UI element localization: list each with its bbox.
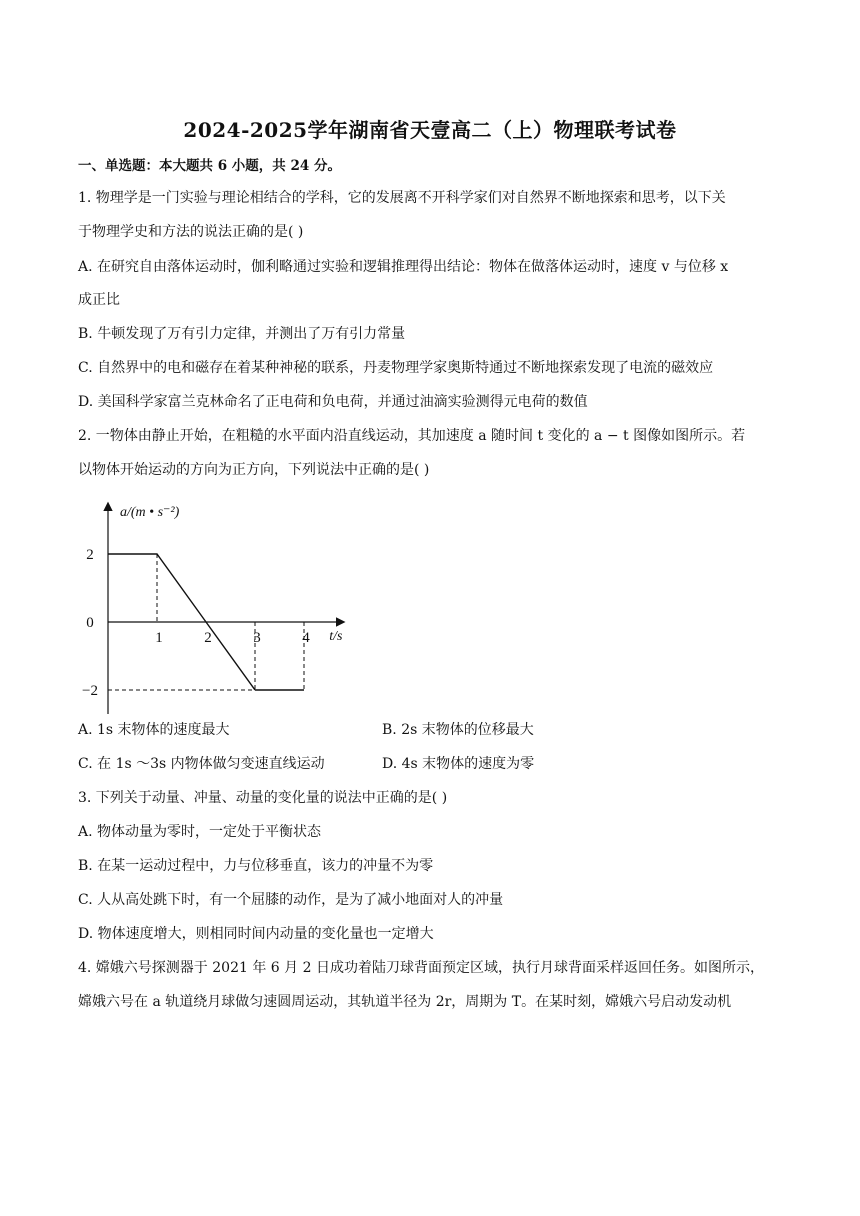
q1-option-d: D. 美国科学家富兰克林命名了正电荷和负电荷，并通过油滴实验测得元电荷的数值 <box>78 394 588 410</box>
q2-option-a: A. 1s 末物体的速度最大 <box>78 722 230 738</box>
y-tick-label: 0 <box>86 615 94 631</box>
q1-option-c: C. 自然界中的电和磁存在着某种神秘的联系，丹麦物理学家奥斯特通过不断地探索发现了电流的磁效应 <box>78 360 714 376</box>
q2-option-b: B. 2s 末物体的位移最大 <box>382 722 534 738</box>
q4-stem-line1: 4. 嫦娥六号探测器于 2021 年 6 月 2 日成功着陆刀球背面预定区域，执行月球背面采样返回任务。如图所示， <box>78 960 764 976</box>
x-axis-label: t/s <box>329 629 343 644</box>
q3-option-b: B. 在某一运动过程中，力与位移垂直，该力的冲量不为零 <box>78 858 434 874</box>
q3-stem: 3. 下列关于动量、冲量、动量的变化量的说法中正确的是( ) <box>78 790 448 806</box>
q2-stem-line2: 以物体开始运动的方向为正方向，下列说法中正确的是( ) <box>78 462 430 478</box>
q1-option-a-line1: A. 在研究自由落体运动时，伽利略通过实验和逻辑推理得出结论：物体在做落体运动时，速度 v 与位移 x <box>78 259 729 275</box>
x-tick-label: 4 <box>302 630 310 646</box>
q2-option-c: C. 在 1s ～3s 内物体做匀变速直线运动 <box>78 756 325 772</box>
q1-option-b: B. 牛顿发现了万有引力定律，并测出了万有引力常量 <box>78 326 406 342</box>
q3-option-a: A. 物体动量为零时，一定处于平衡状态 <box>78 824 322 840</box>
q4-stem-line2: 嫦娥六号在 a 轨道绕月球做匀速圆周运动，其轨道半径为 2r，周期为 T。在某时刻，嫦娥六号启动发动机 <box>78 994 732 1010</box>
x-tick-label: 3 <box>253 630 261 646</box>
q1-option-a-line2: 成正比 <box>78 292 120 308</box>
y-tick-label: −2 <box>82 683 98 699</box>
y-tick-label: 2 <box>86 547 94 563</box>
page-title: 2024-2025学年湖南省天壹高二（上）物理联考试卷 <box>183 118 677 142</box>
x-tick-label: 2 <box>204 630 212 646</box>
q1-stem-line1: 1. 物理学是一门实验与理论相结合的学科，它的发展离不开科学家们对自然界不断地探索和思考，以下关 <box>78 190 726 206</box>
y-axis-label: a/(m • s⁻²) <box>120 505 180 520</box>
q2-stem-line1: 2. 一物体由静止开始，在粗糙的水平面内沿直线运动，其加速度 a 随时间 t 变化的 a − t 图像如图所示。若 <box>78 428 746 444</box>
acceleration-time-graph <box>78 494 378 714</box>
q3-option-d: D. 物体速度增大，则相同时间内动量的变化量也一定增大 <box>78 926 434 942</box>
x-tick-label: 1 <box>155 630 163 646</box>
section-heading: 一、单选题：本大题共 6 小题，共 24 分。 <box>78 158 341 174</box>
q3-option-c: C. 人从高处跳下时，有一个屈膝的动作，是为了减小地面对人的冲量 <box>78 892 504 908</box>
q1-stem-line2: 于物理学史和方法的说法正确的是( ) <box>78 224 304 240</box>
q2-option-d: D. 4s 末物体的速度为零 <box>382 756 535 772</box>
